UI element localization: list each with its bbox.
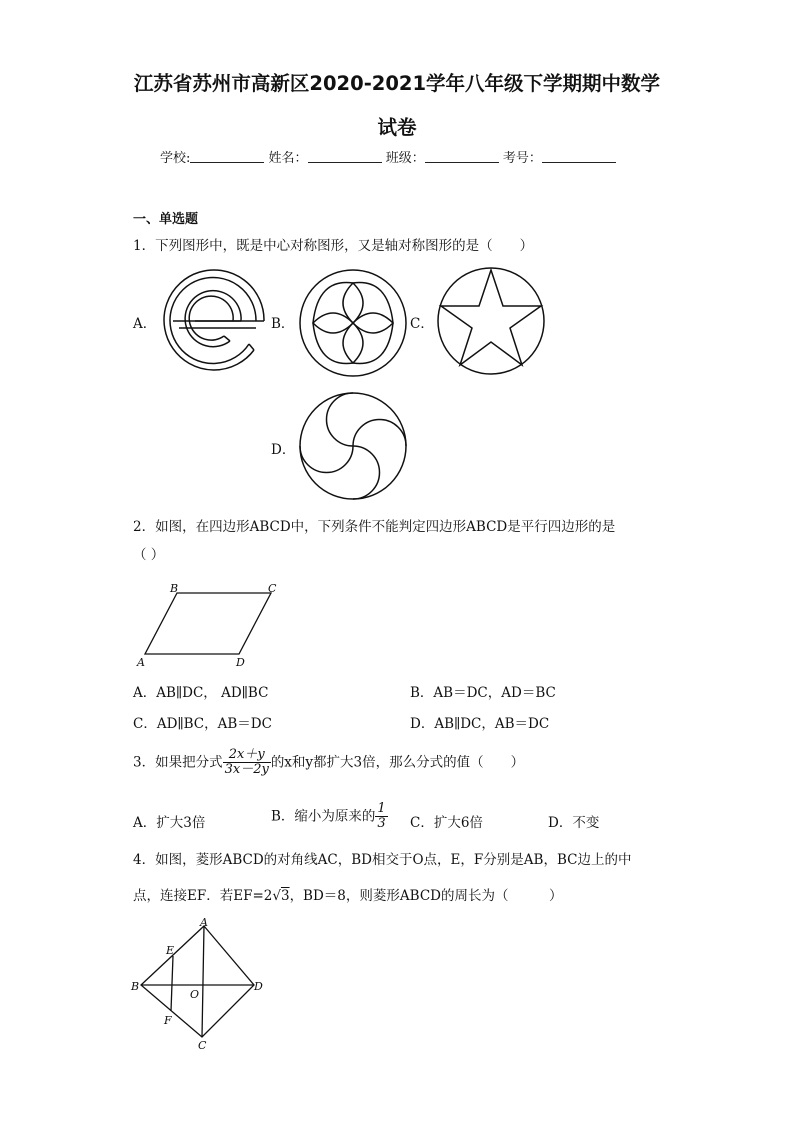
q1-option-a-figure <box>160 268 270 376</box>
q3-suffix: 的x和y都扩大3倍，那么分式的值（ ） <box>270 754 525 771</box>
q1-option-b-label: B． <box>271 316 295 332</box>
q1-option-b-figure <box>298 268 408 378</box>
q3-option-b-text: B．缩小为原来的 <box>271 808 376 825</box>
q2-option-a: A．AB∥DC， AD∥BC <box>133 685 269 701</box>
q3-option-a: A．扩大3倍 <box>133 815 206 831</box>
q2-option-c: C．AD∥BC，AB＝DC <box>133 716 272 732</box>
fraction-denominator: 3x－2y <box>224 762 269 778</box>
school-field[interactable] <box>190 150 264 163</box>
point-label: B <box>131 980 140 993</box>
point-label: C <box>198 1039 207 1052</box>
q1-option-d-figure <box>298 391 408 501</box>
question-1-stem: 1．下列图形中，既是中心对称图形，又是轴对称图形的是（ ） <box>133 238 534 254</box>
name-field[interactable] <box>308 150 382 163</box>
class-label: 班级： <box>385 151 425 166</box>
point-label: D <box>254 980 263 993</box>
fraction-numerator: 1 <box>377 801 386 816</box>
point-label: F <box>164 1014 172 1027</box>
q4-line2-prefix: 点，连接EF．若EF=2 <box>133 888 273 904</box>
q2-parallelogram-figure <box>135 578 285 673</box>
q3-option-d: D．不变 <box>548 815 600 831</box>
number-field[interactable] <box>542 150 616 163</box>
page-title-line2: 试卷 <box>377 116 417 139</box>
q4-line2-suffix: ，BD＝8，则菱形ABCD的周长为（ ） <box>289 888 563 904</box>
school-label: 学校: <box>160 151 191 166</box>
q4-rhombus-figure <box>128 918 268 1053</box>
fraction-denominator: 3 <box>377 816 386 832</box>
q3-prefix: 3．如果把分式 <box>133 754 223 771</box>
question-2-stem-line2: （ ） <box>133 547 165 563</box>
q3-option-c: C．扩大6倍 <box>410 815 483 831</box>
vertex-label: C <box>268 582 277 595</box>
question-4-stem: 4．如图，菱形ABCD的对角线AC，BD相交于O点，E，F分别是AB，BC边上的中 <box>133 852 632 868</box>
point-label: A <box>200 916 208 929</box>
number-label: 考号： <box>502 151 542 166</box>
name-label: 姓名： <box>268 151 308 166</box>
question-4-stem-line2 <box>133 884 562 904</box>
question-2-stem: 2．如图，在四边形ABCD中，下列条件不能判定四边形ABCD是平行四边形的是 <box>133 519 616 535</box>
fraction <box>223 748 271 778</box>
fraction <box>375 802 387 832</box>
class-field[interactable] <box>425 150 499 163</box>
vertex-label: B <box>170 582 179 595</box>
point-label: E <box>166 944 175 957</box>
q1-option-d-label: D． <box>271 442 296 458</box>
vertex-label: A <box>137 656 145 669</box>
q2-option-b: B．AB＝DC，AD＝BC <box>410 685 556 701</box>
q1-option-a-label: A． <box>133 316 157 332</box>
q1-option-c-figure <box>436 266 546 376</box>
fraction-numerator: 2x＋y <box>223 748 271 763</box>
sqrt-radicand: 3 <box>280 888 290 904</box>
student-info-row <box>160 147 616 166</box>
vertex-label: D <box>236 656 245 669</box>
q2-option-d: D．AB∥DC，AB＝DC <box>410 716 550 732</box>
q1-option-c-label: C． <box>410 316 434 332</box>
section-title: 一、单选题 <box>133 212 199 227</box>
q3-option-b <box>271 802 388 832</box>
page-title: 江苏省苏州市高新区2020-2021学年八年级下学期期中数学 <box>133 72 661 95</box>
question-3-stem <box>133 748 524 778</box>
sqrt-sign: √ <box>272 888 281 904</box>
point-label: O <box>190 988 200 1001</box>
